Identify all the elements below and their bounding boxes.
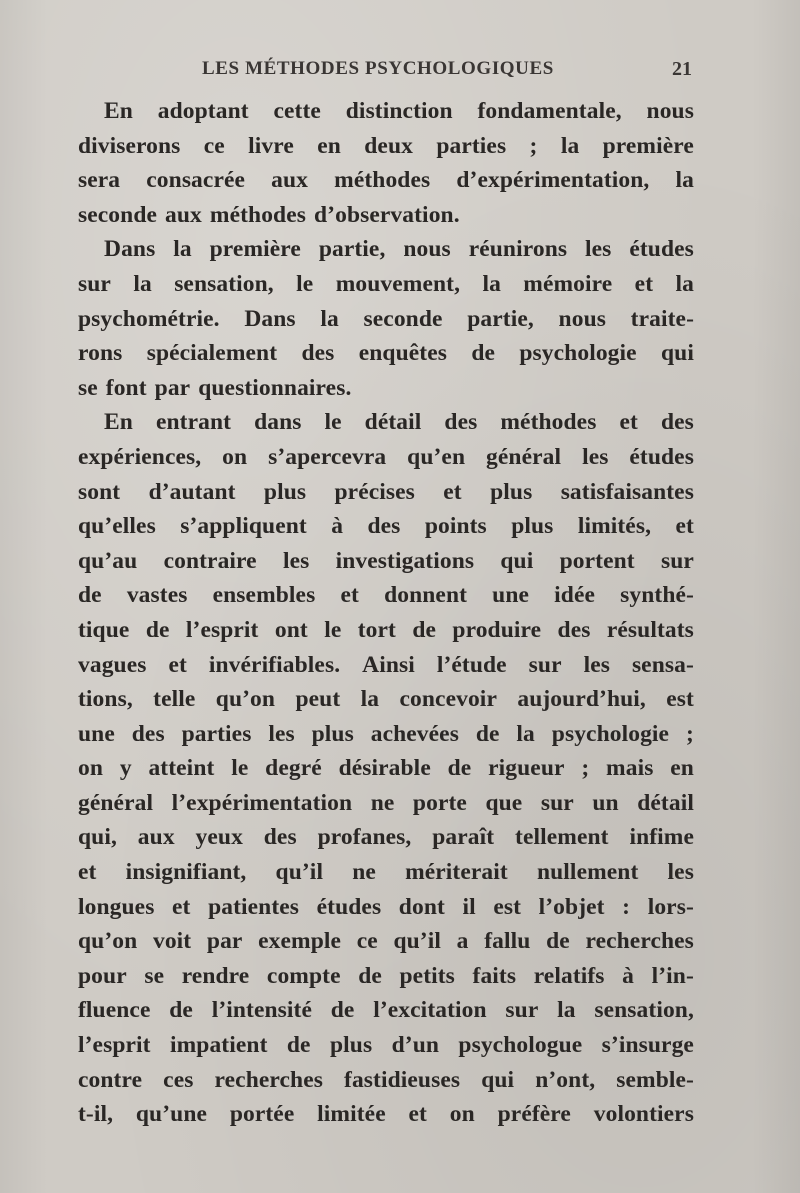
text-line: contre ces recherches fastidieuses qui n’ont, semble- (78, 1066, 694, 1093)
text-line: qu’elles s’appliquent à des points plus limités, et (78, 513, 694, 540)
text-line: pour se rendre compte de petits faits relatifs à l’in- (78, 962, 694, 989)
text-line: qu’au contraire les investigations qui portent sur (78, 547, 694, 574)
text-line: se font par questionnaires. (78, 374, 352, 401)
page-number: 21 (672, 58, 692, 80)
text-line: seconde aux méthodes d’observation. (78, 201, 460, 228)
text-line: qu’on voit par exemple ce qu’il a fallu de recherches (78, 928, 694, 955)
paragraph (78, 232, 694, 405)
text-line: rons spécialement des enquêtes de psychologie qui (78, 340, 694, 367)
text-line: sera consacrée aux méthodes d’expérimentation, la (78, 167, 694, 194)
text-line: l’esprit impatient de plus d’un psychologue s’insurge (78, 1032, 694, 1059)
text-line: t-il, qu’une portée limitée et on préfère volontiers (78, 1101, 694, 1128)
text-line: psychométrie. Dans la seconde partie, nous traite- (78, 305, 694, 332)
text-line: sur la sensation, le mouvement, la mémoire et la (78, 270, 694, 297)
text-line: Dans la première partie, nous réunirons les études (104, 236, 694, 263)
text-line: sont d’autant plus précises et plus satisfaisantes (78, 478, 694, 505)
text-line: de vastes ensembles et donnent une idée synthé- (78, 582, 694, 609)
text-line: vagues et invérifiables. Ainsi l’étude sur les sensa- (78, 651, 694, 678)
text-line: tique de l’esprit ont le tort de produire des résultats (78, 616, 694, 643)
book-page (78, 52, 694, 1132)
text-line: En adoptant cette distinction fondamentale, nous (104, 98, 694, 124)
running-title: LES MÉTHODES PSYCHOLOGIQUES (202, 58, 554, 79)
text-line: tions, telle qu’on peut la concevoir aujourd’hui, est (78, 686, 694, 713)
body-text (78, 94, 694, 1132)
paragraph (78, 94, 694, 232)
text-line: et insignifiant, qu’il ne mériterait nullement les (78, 859, 694, 886)
text-line: on y atteint le degré désirable de rigueur ; mais en (78, 755, 694, 782)
text-line: En entrant dans le détail des méthodes et des (104, 409, 694, 436)
page-header (78, 52, 694, 86)
text-line: une des parties les plus achevées de la psychologie ; (78, 720, 694, 747)
text-line: fluence de l’intensité de l’excitation sur la sensation, (78, 997, 694, 1024)
text-line: longues et patientes études dont il est l’objet : lors- (78, 893, 694, 920)
text-line: qui, aux yeux des profanes, paraît tellement infime (78, 824, 694, 851)
text-line: diviserons ce livre en deux parties ; la première (78, 132, 694, 159)
text-line: général l’expérimentation ne porte que sur un détail (78, 789, 694, 816)
paragraph (78, 405, 694, 1131)
text-line: expériences, on s’apercevra qu’en général les études (78, 443, 694, 470)
